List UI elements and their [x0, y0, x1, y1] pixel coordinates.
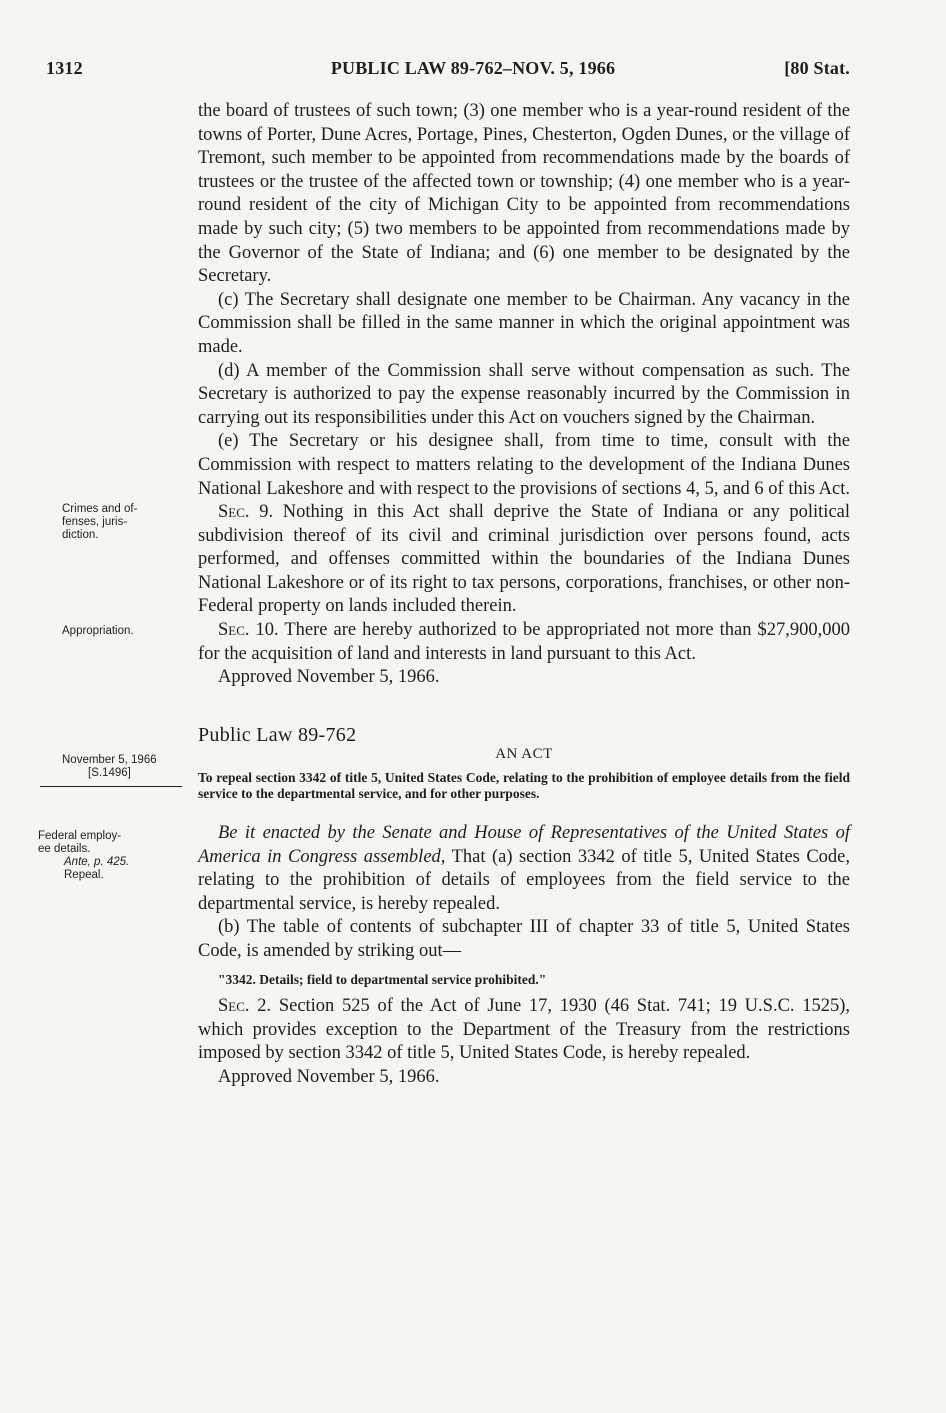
struck-entry: "3342. Details; field to departmental service prohibited."	[218, 971, 547, 987]
statute-volume: [80 Stat.	[784, 58, 850, 78]
paragraph-d: (d) A member of the Commission shall serve without compensation as such. The Secretary is authorized to pay the expense reasonably incurred by the Commission in carrying out its responsibilities under this Act on vouchers signed by the Chairman.	[198, 360, 850, 428]
section-2-text: Section 525 of the Act of June 17, 1930 (46 Stat. 741; 19 U.S.C. 1525), which provides exception to the Department of the Treasury from the restrictions imposed by section 3342 of title 5, United States Code, is hereby repealed.	[198, 996, 851, 1064]
margin-note-line: Crimes and of-	[62, 503, 138, 515]
margin-rule	[40, 786, 182, 787]
section-9-text: Nothing in this Act shall deprive the State of Indiana or any political subdivision thereof of its civil and criminal jurisdiction over persons found, acts performed, and offenses committed within the boundaries of the Indiana Dunes National Lakeshore or of its right to tax persons, corporations, franchises, or other non-Federal property on lands included therein.	[198, 502, 851, 617]
body-text-upper	[198, 100, 850, 690]
act-purpose-text: To repeal section 3342 of title 5, United States Code, relating to the prohibition of employee details from the field service to the departmental service, and for other purposes.	[198, 770, 850, 801]
margin-note-appropriation: Appropriation.	[62, 625, 134, 637]
section-9-label: Sec. 9.	[218, 502, 274, 523]
paragraph-continuation: the board of trustees of such town; (3) one member who is a year-round resident of the towns of Porter, Dune Acres, Portage, Pines, Chesterton, Ogden Dunes, or the village of Tremont, such member to be appointed from recommendations made by the boards of trustees or the trustee of the affected town or township; (4) one member who is a year-round resident of the city of Michigan City to be appointed from recommendations made by such city; (5) two members to be appointed from recommendations made by the Governor of the State of Indiana; and (6) one member to be designated by the Secretary.	[198, 101, 850, 287]
page-number: 1312	[46, 58, 83, 78]
an-act-heading: AN ACT	[495, 746, 553, 762]
section-2-label: Sec. 2.	[218, 996, 272, 1017]
margin-note-line: ee details.	[38, 843, 91, 855]
enacting-formula: Be it enacted by the Senate and House of Representatives of the United States of America in Congress assembled,	[198, 823, 850, 867]
margin-note-enactment	[62, 754, 212, 780]
section-10	[198, 619, 850, 666]
enacting-text: That (a) section 3342 of title 5, United States Code, relating to the prohibition of details of employees from the field service to the departmental service, is hereby repealed.	[198, 846, 851, 914]
body-text-lower	[198, 822, 850, 1090]
paragraph-b: (b) The table of contents of subchapter III of chapter 33 of title 5, United States Code, is amended by striking out—	[198, 917, 850, 961]
enactment-date: November 5, 1966	[62, 754, 157, 766]
paragraph-c: (c) The Secretary shall designate one member to be Chairman. Any vacancy in the Commission shall be filled in the same manner in which the original appointment was made.	[198, 289, 850, 357]
ante-reference: Ante, p. 425.	[64, 856, 130, 868]
margin-note-federal	[38, 830, 188, 882]
margin-note-line: diction.	[62, 529, 99, 541]
repeal-note: Repeal.	[64, 869, 104, 881]
act-purpose	[198, 770, 850, 802]
paragraph-e: (e) The Secretary or his designee shall, from time to time, consult with the Commission with respect to matters relating to the development of the Indiana Dunes National Lakeshore and with respect to the provisions of sections 4, 5, and 6 of this Act.	[198, 431, 850, 499]
section-10-text: There are hereby authorized to be appropriated not more than $27,900,000 for the acquisition of land and interests in land pursuant to this Act.	[198, 620, 850, 664]
bill-number: [S.1496]	[88, 767, 131, 779]
approval-date-2: Approved November 5, 1966.	[218, 1066, 440, 1087]
enacting-clause	[198, 822, 850, 916]
margin-note-line: fenses, juris-	[62, 516, 128, 528]
running-header-title: PUBLIC LAW 89-762–NOV. 5, 1966	[330, 58, 616, 78]
margin-note-crimes	[62, 503, 212, 542]
public-law-title: Public Law 89-762	[198, 724, 357, 746]
section-2	[198, 995, 850, 1066]
section-10-label: Sec. 10.	[218, 620, 279, 641]
approval-date-1: Approved November 5, 1966.	[218, 667, 440, 688]
margin-note-line: Federal employ-	[38, 830, 122, 842]
section-9	[198, 501, 850, 619]
